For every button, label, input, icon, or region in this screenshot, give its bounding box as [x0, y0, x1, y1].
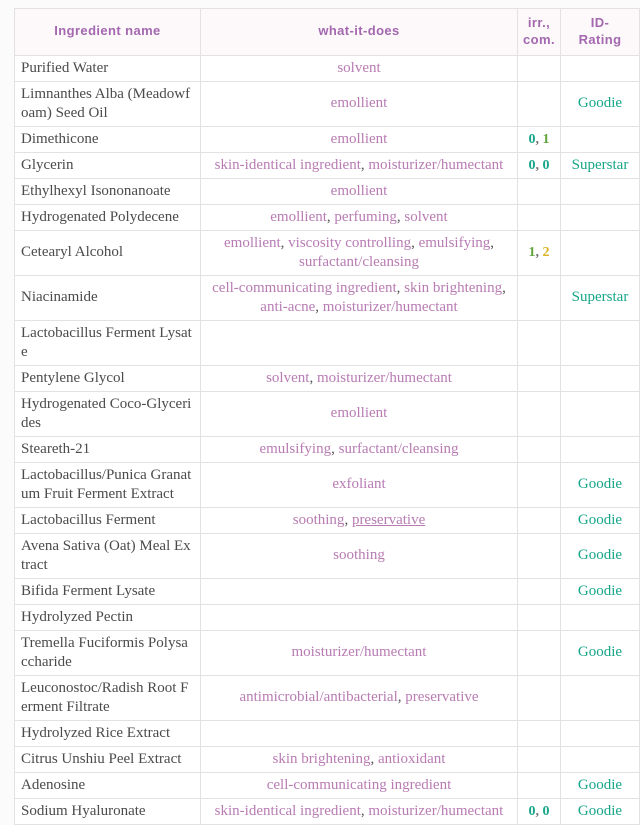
what-it-does-cell: [201, 365, 518, 391]
function-separator: ,: [490, 234, 494, 251]
irritancy-comedogenicity-cell: [518, 746, 561, 772]
irritancy-comedogenicity-cell: [518, 81, 561, 126]
irritancy-comedogenicity-cell: [518, 365, 561, 391]
what-it-does-cell: [201, 533, 518, 578]
function-link[interactable]: moisturizer/humectant: [291, 644, 427, 661]
ingredient-row: [15, 533, 640, 578]
ingredient-name-link[interactable]: Sodium Hyaluronate: [15, 798, 201, 824]
ingredient-row: [15, 178, 640, 204]
function-separator: ,: [315, 298, 323, 315]
id-rating-cell: [561, 675, 640, 720]
function-link[interactable]: emollient: [224, 234, 281, 251]
what-it-does-cell: [201, 81, 518, 126]
id-rating-cell: [561, 55, 640, 81]
ingredient-name-link[interactable]: Lactobacillus/Punica Granatum Fruit Ferment Extract: [15, 462, 201, 507]
ingredient-name-link[interactable]: Tremella Fuciformis Polysaccharide: [15, 630, 201, 675]
irritancy-comedogenicity-cell: [518, 275, 561, 320]
ingredient-row: [15, 391, 640, 436]
irritancy-comedogenicity-value[interactable]: 0: [528, 157, 536, 173]
id-rating-cell: [561, 772, 640, 798]
id-rating-cell: [561, 230, 640, 275]
function-link[interactable]: surfactant/cleansing: [338, 440, 459, 457]
function-link[interactable]: moisturizer/humectant: [322, 298, 458, 315]
function-separator: ,: [411, 234, 419, 251]
ingredients-table: [14, 8, 640, 825]
function-link[interactable]: anti-acne: [260, 298, 316, 315]
what-it-does-cell: [201, 675, 518, 720]
function-link[interactable]: emollient: [330, 405, 388, 422]
what-it-does-cell: [201, 578, 518, 604]
function-link[interactable]: solvent: [266, 369, 310, 386]
table-header-row: [15, 9, 640, 56]
ingredient-row: [15, 365, 640, 391]
id-rating-cell: [561, 204, 640, 230]
rating-link[interactable]: Goodie: [577, 511, 623, 528]
function-link[interactable]: exfoliant: [332, 476, 386, 493]
what-it-does-cell: [201, 204, 518, 230]
function-separator: ,: [360, 156, 369, 173]
id-rating-cell: [561, 320, 640, 365]
ingredient-row: [15, 578, 640, 604]
what-it-does-cell: [201, 320, 518, 365]
irritancy-comedogenicity-value[interactable]: 2: [542, 245, 550, 261]
function-link[interactable]: preservative: [405, 689, 479, 706]
function-separator: ,: [280, 234, 289, 251]
irritancy-comedogenicity-cell: [518, 55, 561, 81]
ingredient-row: [15, 720, 640, 746]
ingredient-name-link[interactable]: Hydrogenated Coco-Glycerides: [15, 391, 201, 436]
irritancy-comedogenicity-value[interactable]: 1: [528, 245, 536, 261]
ingredient-name-link[interactable]: Hydrolyzed Rice Extract: [15, 720, 201, 746]
column-header-ingredient-name: Ingredient name: [15, 9, 201, 56]
ingredient-name-link[interactable]: Glycerin: [15, 152, 201, 178]
what-it-does-cell: [201, 798, 518, 824]
irritancy-comedogenicity-value[interactable]: 0: [542, 803, 550, 819]
function-link[interactable]: moisturizer/humectant: [368, 802, 504, 819]
what-it-does-cell: [201, 604, 518, 630]
irritancy-comedogenicity-cell: [518, 507, 561, 533]
irritancy-comedogenicity-cell: [518, 630, 561, 675]
rating-link[interactable]: Goodie: [577, 776, 623, 793]
ingredient-row: [15, 746, 640, 772]
irritancy-comedogenicity-cell: [518, 204, 561, 230]
rating-link[interactable]: Goodie: [577, 582, 623, 599]
ingredient-name-link[interactable]: Leuconostoc/Radish Root Ferment Filtrate: [15, 675, 201, 720]
id-rating-cell: [561, 126, 640, 152]
function-separator: ,: [326, 208, 335, 225]
function-link[interactable]: antioxidant: [377, 750, 446, 767]
ingredient-name-link[interactable]: Pentylene Glycol: [15, 365, 201, 391]
rating-link[interactable]: Goodie: [577, 644, 623, 661]
rating-link[interactable]: Goodie: [577, 547, 623, 564]
irritancy-comedogenicity-cell: [518, 772, 561, 798]
function-link[interactable]: soothing: [333, 547, 385, 564]
function-link[interactable]: emollient: [330, 182, 388, 199]
ingredient-name-link[interactable]: Steareth-21: [15, 436, 201, 462]
irritancy-comedogenicity-cell: [518, 578, 561, 604]
irritancy-comedogenicity-cell: [518, 178, 561, 204]
function-separator: ,: [502, 279, 506, 296]
function-separator: ,: [396, 279, 405, 296]
ingredient-row: [15, 507, 640, 533]
ingredient-name-link[interactable]: Citrus Unshiu Peel Extract: [15, 746, 201, 772]
ingredient-name-link[interactable]: Avena Sativa (Oat) Meal Extract: [15, 533, 201, 578]
ingredient-row: [15, 436, 640, 462]
id-rating-cell: [561, 152, 640, 178]
id-rating-cell: [561, 604, 640, 630]
irritancy-comedogenicity-cell: [518, 462, 561, 507]
function-link[interactable]: preservative: [351, 511, 426, 528]
id-rating-cell: [561, 436, 640, 462]
ingredient-name-link[interactable]: Hydrogenated Polydecene: [15, 204, 201, 230]
what-it-does-cell: [201, 55, 518, 81]
id-rating-cell: [561, 462, 640, 507]
irritancy-comedogenicity-value[interactable]: 1: [542, 131, 550, 147]
what-it-does-cell: [201, 126, 518, 152]
rating-link[interactable]: Goodie: [577, 802, 623, 819]
function-link[interactable]: skin brightening: [404, 279, 503, 296]
ingredient-row: [15, 604, 640, 630]
irritancy-comedogenicity-cell: [518, 604, 561, 630]
id-rating-cell: [561, 391, 640, 436]
column-header-id-rating: ID-Rating: [561, 9, 640, 56]
function-link[interactable]: perfuming: [334, 208, 397, 225]
function-link[interactable]: moisturizer/humectant: [316, 369, 452, 386]
what-it-does-cell: [201, 507, 518, 533]
what-it-does-cell: [201, 630, 518, 675]
ingredient-row: [15, 675, 640, 720]
column-header-irritancy-comedogenicity: irr., com.: [518, 9, 561, 56]
what-it-does-cell: [201, 391, 518, 436]
ingredient-name-link[interactable]: Bifida Ferment Lysate: [15, 578, 201, 604]
id-rating-cell: [561, 178, 640, 204]
id-rating-cell: [561, 720, 640, 746]
irritancy-comedogenicity-value[interactable]: 0: [528, 803, 536, 819]
function-link[interactable]: emollient: [270, 208, 327, 225]
ingredient-row: [15, 81, 640, 126]
function-link[interactable]: antimicrobial/antibacterial: [239, 689, 398, 706]
function-link[interactable]: emollient: [330, 130, 388, 147]
what-it-does-cell: [201, 152, 518, 178]
id-rating-cell: [561, 81, 640, 126]
column-header-what-it-does: what-it-does: [201, 9, 518, 56]
id-rating-cell: [561, 275, 640, 320]
function-link[interactable]: emulsifying: [418, 234, 491, 251]
function-separator: ,: [309, 369, 317, 386]
what-it-does-cell: [201, 178, 518, 204]
what-it-does-cell: [201, 772, 518, 798]
ingredient-name-link[interactable]: Niacinamide: [15, 275, 201, 320]
rating-link[interactable]: Goodie: [577, 476, 623, 493]
ingredient-name-link[interactable]: Dimethicone: [15, 126, 201, 152]
ingredient-row: [15, 152, 640, 178]
function-link[interactable]: cell-communicating ingredient: [266, 776, 452, 793]
ingredient-name-link[interactable]: Purified Water: [15, 55, 201, 81]
function-link[interactable]: cell-communicating ingredient: [212, 279, 397, 296]
function-separator: ,: [370, 750, 378, 767]
function-link[interactable]: soothing: [292, 511, 345, 528]
value-separator: ,: [535, 131, 543, 147]
ingredient-row: [15, 798, 640, 824]
id-rating-cell: [561, 533, 640, 578]
function-separator: ,: [331, 440, 339, 457]
function-separator: ,: [360, 802, 369, 819]
ingredients-table-container: [14, 8, 639, 825]
ingredient-row: [15, 772, 640, 798]
value-separator: ,: [535, 245, 543, 261]
irritancy-comedogenicity-cell: [518, 720, 561, 746]
irritancy-comedogenicity-cell: [518, 798, 561, 824]
ingredient-name-link[interactable]: Hydrolyzed Pectin: [15, 604, 201, 630]
function-link[interactable]: viscosity controlling: [288, 234, 412, 251]
irritancy-comedogenicity-cell: [518, 320, 561, 365]
id-rating-cell: [561, 630, 640, 675]
id-rating-cell: [561, 746, 640, 772]
ingredient-row: [15, 320, 640, 365]
ingredient-name-link[interactable]: Lactobacillus Ferment Lysate: [15, 320, 201, 365]
irritancy-comedogenicity-cell: [518, 675, 561, 720]
function-link[interactable]: skin brightening: [272, 750, 371, 767]
value-separator: ,: [535, 803, 543, 819]
ingredient-name-link[interactable]: Limnanthes Alba (Meadowfoam) Seed Oil: [15, 81, 201, 126]
id-rating-cell: [561, 798, 640, 824]
what-it-does-cell: [201, 436, 518, 462]
function-link[interactable]: skin-identical ingredient: [214, 156, 361, 173]
what-it-does-cell: [201, 230, 518, 275]
function-link[interactable]: solvent: [337, 59, 381, 76]
what-it-does-cell: [201, 275, 518, 320]
function-link[interactable]: emollient: [330, 95, 388, 112]
ingredient-name-link[interactable]: Cetearyl Alcohol: [15, 230, 201, 275]
irritancy-comedogenicity-value[interactable]: 0: [528, 131, 536, 147]
ingredient-row: [15, 230, 640, 275]
rating-link[interactable]: Superstar: [571, 289, 629, 306]
ingredient-row: [15, 126, 640, 152]
irritancy-comedogenicity-value[interactable]: 0: [542, 157, 550, 173]
what-it-does-cell: [201, 746, 518, 772]
ingredient-row: [15, 275, 640, 320]
ingredient-row: [15, 55, 640, 81]
ingredient-row: [15, 204, 640, 230]
ingredient-row: [15, 630, 640, 675]
what-it-does-cell: [201, 462, 518, 507]
irritancy-comedogenicity-cell: [518, 152, 561, 178]
function-link[interactable]: skin-identical ingredient: [214, 802, 361, 819]
what-it-does-cell: [201, 720, 518, 746]
ingredient-row: [15, 462, 640, 507]
function-separator: ,: [396, 208, 405, 225]
irritancy-comedogenicity-cell: [518, 230, 561, 275]
value-separator: ,: [535, 157, 543, 173]
rating-link[interactable]: Superstar: [571, 156, 629, 173]
irritancy-comedogenicity-cell: [518, 533, 561, 578]
id-rating-cell: [561, 507, 640, 533]
irritancy-comedogenicity-cell: [518, 126, 561, 152]
function-separator: ,: [344, 511, 352, 528]
irritancy-comedogenicity-cell: [518, 391, 561, 436]
ingredient-name-link[interactable]: Ethylhexyl Isononanoate: [15, 178, 201, 204]
function-link[interactable]: moisturizer/humectant: [368, 156, 504, 173]
ingredient-name-link[interactable]: Adenosine: [15, 772, 201, 798]
function-link[interactable]: solvent: [404, 208, 448, 225]
function-separator: ,: [397, 689, 406, 706]
function-link[interactable]: emulsifying: [259, 440, 332, 457]
id-rating-cell: [561, 578, 640, 604]
id-rating-cell: [561, 365, 640, 391]
function-link[interactable]: surfactant/cleansing: [299, 253, 419, 270]
ingredient-name-link[interactable]: Lactobacillus Ferment: [15, 507, 201, 533]
irritancy-comedogenicity-cell: [518, 436, 561, 462]
rating-link[interactable]: Goodie: [577, 95, 623, 112]
